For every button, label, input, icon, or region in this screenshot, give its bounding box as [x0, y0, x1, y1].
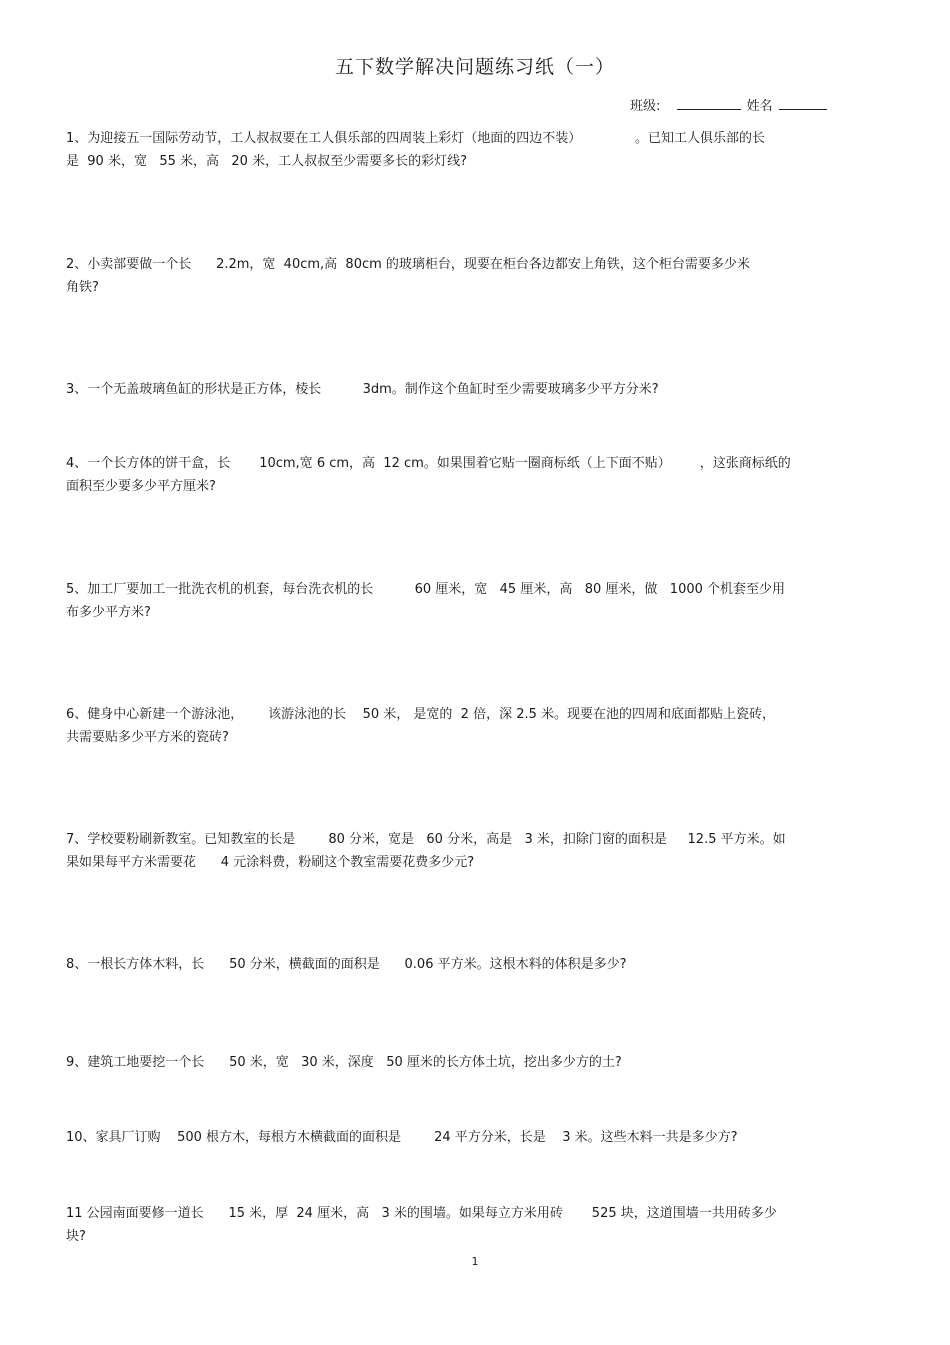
question-line: 布多少平方米? [66, 605, 151, 620]
question-line: 2、小卖部要做一个长 2.2m，宽 40cm,高 80cm 的玻璃柜台，现要在柜台各边都安上角铁，这个柜台需要多少米 [66, 257, 750, 272]
name-label: 姓名 [746, 99, 773, 114]
question-8 [66, 953, 876, 976]
question-line: 是 90 米，宽 55 米，高 20 米，工人叔叔至少需要多长的彩灯线? [66, 154, 467, 169]
question-line: 角铁? [66, 280, 99, 295]
question-line: 9、建筑工地要挖一个长 50 米，宽 30 米，深度 50 厘米的长方体土坑，挖出多少方的土? [66, 1055, 622, 1070]
question-line: 7、学校要粉刷新教室。已知教室的长是 80 分米，宽是 60 分米，高是 3 米，扣除门窗的面积是 12.5 平方米。如 [66, 832, 786, 847]
question-6 [66, 703, 876, 749]
class-blank[interactable] [677, 95, 741, 110]
question-4 [66, 452, 876, 498]
question-3 [66, 378, 876, 401]
question-line: 块? [66, 1229, 86, 1244]
question-line: 10、家具厂订购 500 根方木，每根方木横截面的面积是 24 平方分米，长是 3 米。这些木料一共是多少方? [66, 1130, 738, 1145]
class-label: 班级: [630, 99, 661, 114]
question-line: 1、为迎接五一国际劳动节，工人叔叔要在工人俱乐部的四周装上彩灯（地面的四边不装） 。已知工人俱乐部的长 [66, 131, 765, 146]
question-7 [66, 828, 876, 874]
question-line: 11 公园南面要修一道长 15 米，厚 24 厘米，高 3 米的围墙。如果每立方米用砖 525 块，这道围墙一共用砖多少 [66, 1206, 777, 1221]
question-9 [66, 1051, 876, 1074]
page-title: 五下数学解决问题练习纸（一） [334, 56, 615, 78]
question-1 [66, 127, 876, 173]
question-line: 面积至少要多少平方厘米? [66, 479, 216, 494]
question-line: 5、加工厂要加工一批洗衣机的机套，每台洗衣机的长 60 厘米，宽 45 厘米，高 80 厘米，做 1000 个机套至少用 [66, 582, 786, 597]
question-10 [66, 1126, 876, 1149]
question-2 [66, 253, 876, 299]
name-blank[interactable] [779, 95, 827, 110]
question-line: 共需要贴多少平方米的瓷砖? [66, 730, 229, 745]
class-name-line [630, 95, 827, 114]
question-line: 4、一个长方体的饼干盒，长 10cm,宽 6 cm，高 12 cm。如果围着它贴一圈商标纸（上下面不贴） ，这张商标纸的 [66, 456, 791, 471]
question-11 [66, 1202, 876, 1248]
question-5 [66, 578, 876, 624]
question-line: 果如果每平方米需要花 4 元涂料费，粉刷这个教室需要花费多少元? [66, 855, 475, 870]
question-line: 8、一根长方体木料，长 50 分米，横截面的面积是 0.06 平方米。这根木料的体积是多少? [66, 957, 627, 972]
question-line: 6、健身中心新建一个游泳池， 该游泳池的长 50 米， 是宽的 2 倍，深 2.5 米。现要在池的四周和底面都贴上瓷砖， [66, 707, 776, 722]
question-line: 3、一个无盖玻璃鱼缸的形状是正方体，棱长 3dm。制作这个鱼缸时至少需要玻璃多少平方分米? [66, 382, 659, 397]
page-number: 1 [471, 1255, 479, 1268]
